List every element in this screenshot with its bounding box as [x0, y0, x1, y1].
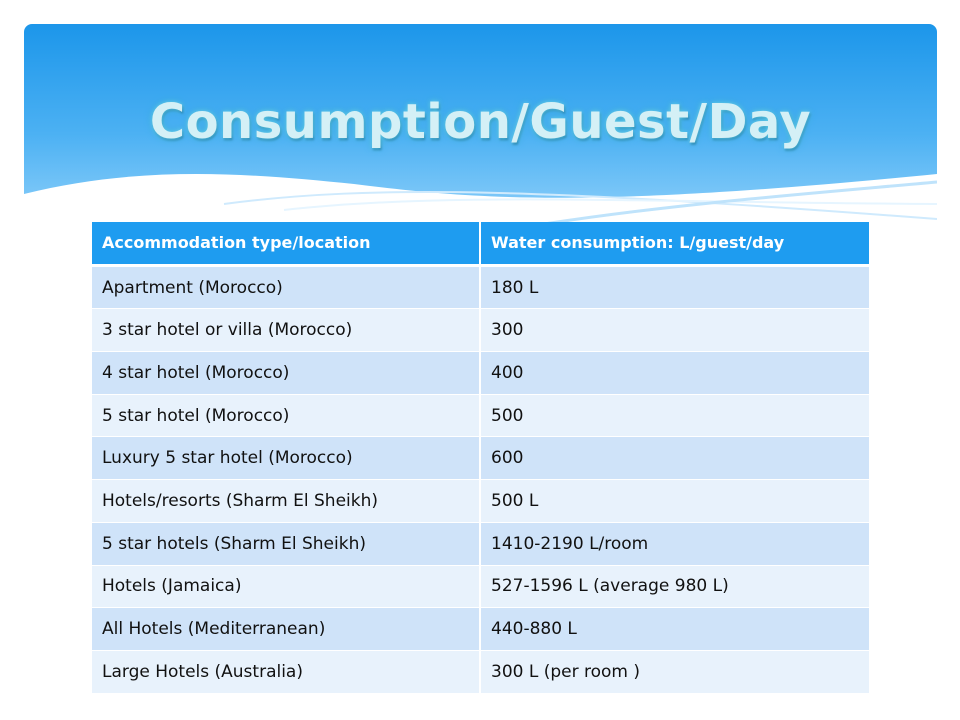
consumption-table [92, 222, 871, 694]
table-header-row [92, 222, 870, 265]
accommodation-cell: Luxury 5 star hotel (Morocco) [92, 437, 480, 480]
consumption-table-container [92, 222, 870, 694]
table-row [92, 309, 870, 352]
table-row [92, 608, 870, 651]
table-row [92, 565, 870, 608]
accommodation-cell: Hotels (Jamaica) [92, 565, 480, 608]
accommodation-cell: 3 star hotel or villa (Morocco) [92, 309, 480, 352]
accommodation-cell: Large Hotels (Australia) [92, 650, 480, 693]
table-row [92, 650, 870, 693]
accommodation-cell: 4 star hotel (Morocco) [92, 352, 480, 395]
consumption-cell: 1410-2190 L/room [480, 522, 870, 565]
accommodation-cell: 5 star hotels (Sharm El Sheikh) [92, 522, 480, 565]
accommodation-cell: All Hotels (Mediterranean) [92, 608, 480, 651]
table-row [92, 352, 870, 395]
column-header-water-consumption: Water consumption: L/guest/day [480, 222, 870, 265]
table-row [92, 480, 870, 523]
title-banner [24, 24, 937, 224]
consumption-cell: 300 [480, 309, 870, 352]
accommodation-cell: 5 star hotel (Morocco) [92, 394, 480, 437]
accommodation-cell: Hotels/resorts (Sharm El Sheikh) [92, 480, 480, 523]
consumption-cell: 440-880 L [480, 608, 870, 651]
consumption-cell: 527-1596 L (average 980 L) [480, 565, 870, 608]
consumption-cell: 500 [480, 394, 870, 437]
table-row [92, 437, 870, 480]
table-row [92, 265, 870, 309]
accommodation-cell: Apartment (Morocco) [92, 265, 480, 309]
slide-title: Consumption/Guest/Day [149, 94, 812, 150]
consumption-cell: 180 L [480, 265, 870, 309]
table-row [92, 394, 870, 437]
consumption-cell: 300 L (per room ) [480, 650, 870, 693]
consumption-cell: 400 [480, 352, 870, 395]
table-row [92, 522, 870, 565]
column-header-accommodation: Accommodation type/location [92, 222, 480, 265]
consumption-cell: 600 [480, 437, 870, 480]
consumption-cell: 500 L [480, 480, 870, 523]
